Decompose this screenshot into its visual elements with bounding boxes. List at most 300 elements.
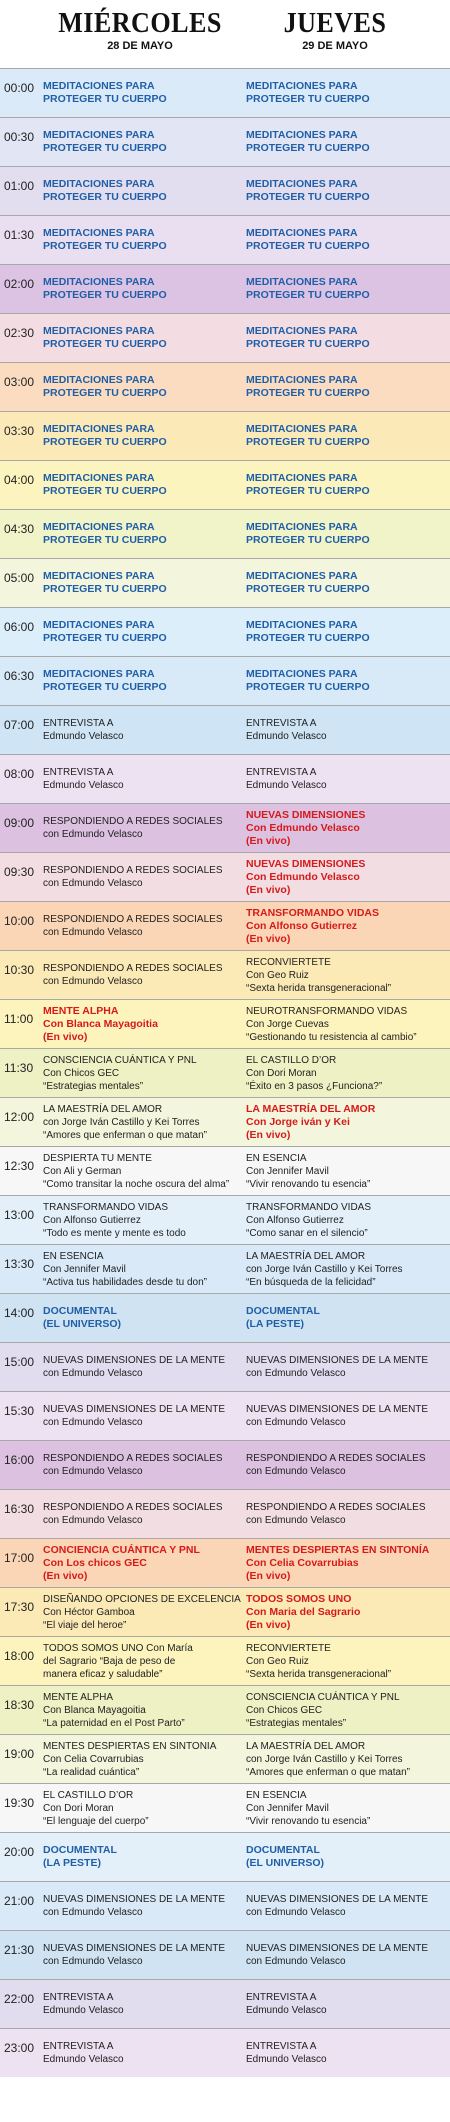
program-title: MEDITACIONES PARA (43, 521, 155, 533)
program-thursday (246, 1452, 448, 1478)
program-detail: (En vivo) (246, 835, 291, 847)
time-slot: 13:00 (4, 1208, 35, 1222)
program-detail: Con Celia Covarrubias (43, 1754, 144, 1765)
program-detail: PROTEGER TU CUERPO (43, 289, 167, 301)
program-wednesday (43, 766, 243, 792)
program-detail: Con Dori Moran (43, 1803, 114, 1814)
program-detail: Con Blanca Mayagoitia (43, 1018, 158, 1030)
time-slot: 03:30 (4, 424, 35, 438)
schedule-row (0, 607, 450, 656)
program-detail: Con Celia Covarrubias (246, 1557, 359, 1569)
program-wednesday (43, 1544, 243, 1583)
program-title: DOCUMENTAL (246, 1305, 320, 1317)
program-wednesday (43, 1054, 243, 1093)
program-detail: “Sexta herida transgeneracional” (246, 1669, 392, 1680)
program-title: MEDITACIONES PARA (43, 668, 155, 680)
program-title: EL CASTILLO D’OR (43, 1790, 134, 1801)
program-wednesday (43, 129, 243, 155)
schedule-row (0, 1146, 450, 1195)
program-thursday (246, 521, 448, 547)
schedule-row (0, 754, 450, 803)
program-detail: con Edmundo Velasco (43, 1515, 143, 1526)
program-thursday (246, 766, 448, 792)
time-slot: 11:00 (4, 1012, 34, 1026)
program-title: RESPONDIENDO A REDES SOCIALES (43, 865, 223, 876)
program-detail: Con Alfonso Gutierrez (246, 920, 358, 932)
program-wednesday (43, 1250, 243, 1289)
schedule-row (0, 166, 450, 215)
program-title: RESPONDIENDO A REDES SOCIALES (43, 1502, 223, 1513)
program-title: EN ESENCIA (43, 1251, 104, 1262)
program-title: MEDITACIONES PARA (246, 80, 358, 92)
program-title: LA MAESTRÍA DEL AMOR (246, 1741, 366, 1752)
program-title: MEDITACIONES PARA (43, 276, 155, 288)
schedule-row (0, 852, 450, 901)
program-detail: “El viaje del heroe” (43, 1620, 127, 1631)
program-title: CONSCIENCIA CUÁNTICA Y PNL (43, 1055, 197, 1066)
program-title: NUEVAS DIMENSIONES DE LA MENTE (246, 1404, 429, 1415)
program-detail: PROTEGER TU CUERPO (246, 142, 370, 154)
program-wednesday (43, 717, 243, 743)
program-detail: Con Ali y German (43, 1166, 122, 1177)
program-title: MEDITACIONES PARA (246, 521, 358, 533)
program-thursday (246, 227, 448, 253)
program-detail: PROTEGER TU CUERPO (246, 632, 370, 644)
program-title: EN ESENCIA (246, 1790, 307, 1801)
program-title: NUEVAS DIMENSIONES DE LA MENTE (43, 1894, 226, 1905)
program-detail: con Edmundo Velasco (246, 1907, 346, 1918)
time-slot: 15:00 (4, 1355, 35, 1369)
program-detail: con Edmundo Velasco (43, 829, 143, 840)
program-detail: con Edmundo Velasco (43, 927, 143, 938)
program-thursday (246, 1593, 448, 1632)
schedule-row (0, 803, 450, 852)
schedule-row (0, 68, 450, 117)
time-slot: 15:30 (4, 1404, 35, 1418)
program-detail: con Edmundo Velasco (246, 1466, 346, 1477)
program-title: LA MAESTRÍA DEL AMOR (246, 1103, 376, 1115)
program-wednesday (43, 619, 243, 645)
schedule-row (0, 950, 450, 999)
program-wednesday (43, 1942, 243, 1968)
schedule-row (0, 362, 450, 411)
program-detail: Con Chicos GEC (43, 1068, 120, 1079)
program-title: RESPONDIENDO A REDES SOCIALES (43, 914, 223, 925)
program-detail: PROTEGER TU CUERPO (246, 534, 370, 546)
program-wednesday (43, 1305, 243, 1331)
schedule-row (0, 1734, 450, 1783)
program-detail: con Edmundo Velasco (246, 1368, 346, 1379)
program-detail: con Edmundo Velasco (43, 976, 143, 987)
program-title: MEDITACIONES PARA (246, 570, 358, 582)
time-slot: 06:30 (4, 669, 35, 683)
schedule-row (0, 1391, 450, 1440)
program-thursday (246, 2040, 448, 2066)
program-detail: PROTEGER TU CUERPO (43, 387, 167, 399)
time-slot: 02:00 (4, 277, 35, 291)
program-detail: PROTEGER TU CUERPO (246, 93, 370, 105)
program-thursday (246, 668, 448, 694)
schedule-row (0, 1195, 450, 1244)
program-detail: PROTEGER TU CUERPO (43, 240, 167, 252)
time-slot: 17:00 (4, 1551, 35, 1565)
program-detail: PROTEGER TU CUERPO (43, 485, 167, 497)
program-title: DISEÑANDO OPCIONES DE EXCELENCIA (43, 1594, 241, 1605)
program-detail: PROTEGER TU CUERPO (43, 93, 167, 105)
schedule-row (0, 2028, 450, 2077)
program-detail: “Vivir renovando tu esencia” (246, 1179, 371, 1190)
program-detail: Con Blanca Mayagoitia (43, 1705, 146, 1716)
program-detail: del Sagrario “Baja de peso de (43, 1656, 176, 1667)
program-detail: Con Los chicos GEC (43, 1557, 147, 1569)
program-wednesday (43, 815, 243, 841)
program-detail: PROTEGER TU CUERPO (246, 681, 370, 693)
program-detail: (EL UNIVERSO) (246, 1857, 324, 1869)
program-detail: con Jorge Iván Castillo y Kei Torres (246, 1754, 403, 1765)
program-detail: PROTEGER TU CUERPO (43, 632, 167, 644)
schedule-row (0, 1979, 450, 2028)
program-wednesday (43, 178, 243, 204)
time-slot: 01:00 (4, 179, 35, 193)
program-title: NUEVAS DIMENSIONES DE LA MENTE (246, 1943, 429, 1954)
program-detail: “Activa tus habilidades desde tu don” (43, 1277, 207, 1288)
program-title: MEDITACIONES PARA (246, 668, 358, 680)
program-detail: PROTEGER TU CUERPO (246, 338, 370, 350)
program-detail: manera eficaz y saludable” (43, 1669, 163, 1680)
program-wednesday (43, 570, 243, 596)
program-detail: PROTEGER TU CUERPO (43, 583, 167, 595)
program-detail: Con Jennifer Mavil (246, 1803, 329, 1814)
program-title: MEDITACIONES PARA (43, 472, 155, 484)
time-slot: 08:00 (4, 767, 35, 781)
program-wednesday (43, 1691, 243, 1730)
program-wednesday (43, 1201, 243, 1240)
program-title: MEDITACIONES PARA (43, 423, 155, 435)
program-title: NUEVAS DIMENSIONES DE LA MENTE (43, 1943, 226, 1954)
time-slot: 22:00 (4, 1992, 35, 2006)
program-title: NEUROTRANSFORMANDO VIDAS (246, 1006, 408, 1017)
time-slot: 10:30 (4, 963, 35, 977)
program-thursday (246, 423, 448, 449)
schedule-row (0, 460, 450, 509)
program-thursday (246, 1354, 448, 1380)
program-wednesday (43, 227, 243, 253)
program-wednesday (43, 1789, 243, 1828)
program-thursday (246, 472, 448, 498)
program-detail: con Edmundo Velasco (43, 1956, 143, 1967)
program-title: MENTE ALPHA (43, 1692, 114, 1703)
program-title: MEDITACIONES PARA (43, 227, 155, 239)
program-thursday (246, 1642, 448, 1681)
program-wednesday (43, 1740, 243, 1779)
program-detail: Edmundo Velasco (43, 2005, 124, 2016)
time-slot: 00:00 (4, 81, 35, 95)
schedule-row (0, 1097, 450, 1146)
program-title: ENTREVISTA A (43, 1992, 114, 2003)
program-wednesday (43, 325, 243, 351)
schedule-row (0, 1685, 450, 1734)
program-title: MENTE ALPHA (43, 1005, 119, 1017)
program-title: TRANSFORMANDO VIDAS (246, 1202, 372, 1213)
program-title: MEDITACIONES PARA (246, 472, 358, 484)
program-detail: (En vivo) (43, 1031, 88, 1043)
program-title: MEDITACIONES PARA (43, 325, 155, 337)
program-thursday (246, 178, 448, 204)
schedule-row (0, 509, 450, 558)
time-slot: 13:30 (4, 1257, 35, 1271)
time-slot: 20:00 (4, 1845, 35, 1859)
program-thursday (246, 1942, 448, 1968)
schedule-row (0, 264, 450, 313)
program-title: RESPONDIENDO A REDES SOCIALES (246, 1453, 426, 1464)
program-wednesday (43, 1005, 243, 1044)
program-detail: PROTEGER TU CUERPO (246, 436, 370, 448)
program-detail: Con Edmundo Velasco (246, 871, 360, 883)
schedule-row (0, 1489, 450, 1538)
program-detail: Con Alfonso Gutierrez (246, 1215, 344, 1226)
program-detail: PROTEGER TU CUERPO (43, 191, 167, 203)
program-title: MENTES DESPIERTAS EN SINTONIA (43, 1741, 217, 1752)
program-detail: PROTEGER TU CUERPO (246, 485, 370, 497)
program-detail: Edmundo Velasco (246, 731, 327, 742)
program-wednesday (43, 962, 243, 988)
program-wednesday (43, 864, 243, 890)
program-thursday (246, 1103, 448, 1142)
schedule-row (0, 1048, 450, 1097)
program-title: MEDITACIONES PARA (43, 619, 155, 631)
time-slot: 11:30 (4, 1061, 34, 1075)
program-title: RECONVIERTETE (246, 1643, 331, 1654)
time-slot: 06:00 (4, 620, 35, 634)
program-title: MEDITACIONES PARA (246, 619, 358, 631)
day-name: MIÉRCOLES (58, 7, 222, 39)
program-detail: “Amores que enferman o que matan” (246, 1767, 410, 1778)
time-slot: 23:00 (4, 2041, 35, 2055)
program-detail: Con Jennifer Mavil (43, 1264, 126, 1275)
program-title: MEDITACIONES PARA (246, 423, 358, 435)
program-detail: (En vivo) (246, 884, 291, 896)
program-detail: con Edmundo Velasco (246, 1956, 346, 1967)
program-detail: “En búsqueda de la felicidad” (246, 1277, 376, 1288)
time-slot: 09:00 (4, 816, 35, 830)
program-thursday (246, 1152, 448, 1191)
program-wednesday (43, 472, 243, 498)
program-detail: PROTEGER TU CUERPO (246, 191, 370, 203)
time-slot: 18:30 (4, 1698, 35, 1712)
schedule-row (0, 1342, 450, 1391)
program-wednesday (43, 521, 243, 547)
time-slot: 21:30 (4, 1943, 35, 1957)
program-title: MENTES DESPIERTAS EN SINTONÍA (246, 1544, 430, 1556)
program-title: MEDITACIONES PARA (246, 325, 358, 337)
program-thursday (246, 1544, 448, 1583)
program-wednesday (43, 1501, 243, 1527)
program-detail: PROTEGER TU CUERPO (246, 387, 370, 399)
schedule-row (0, 1832, 450, 1881)
program-title: MEDITACIONES PARA (43, 178, 155, 190)
program-detail: “La paternidad en el Post Parto” (43, 1718, 185, 1729)
program-detail: (En vivo) (43, 1570, 88, 1582)
schedule-row (0, 1244, 450, 1293)
program-title: MEDITACIONES PARA (246, 129, 358, 141)
program-wednesday (43, 2040, 243, 2066)
program-detail: Con Jennifer Mavil (246, 1166, 329, 1177)
program-wednesday (43, 913, 243, 939)
program-thursday (246, 1201, 448, 1240)
program-detail: “Sexta herida transgeneracional” (246, 983, 392, 994)
program-wednesday (43, 1354, 243, 1380)
day-name: JUEVES (283, 7, 387, 39)
program-wednesday (43, 423, 243, 449)
program-thursday (246, 1789, 448, 1828)
program-title: RECONVIERTETE (246, 957, 331, 968)
time-slot: 19:00 (4, 1747, 35, 1761)
program-detail: (En vivo) (246, 1619, 291, 1631)
program-title: CONCIENCIA CUÁNTICA Y PNL (43, 1544, 200, 1556)
time-slot: 04:00 (4, 473, 35, 487)
program-title: NUEVAS DIMENSIONES DE LA MENTE (43, 1355, 226, 1366)
time-slot: 17:30 (4, 1600, 35, 1614)
schedule-row (0, 558, 450, 607)
program-detail: “Estrategias mentales” (246, 1718, 347, 1729)
program-wednesday (43, 1642, 243, 1681)
program-thursday (246, 276, 448, 302)
program-detail: (En vivo) (246, 933, 291, 945)
program-title: RESPONDIENDO A REDES SOCIALES (43, 963, 223, 974)
program-detail: PROTEGER TU CUERPO (43, 681, 167, 693)
program-detail: PROTEGER TU CUERPO (246, 289, 370, 301)
program-detail: Edmundo Velasco (246, 2054, 327, 2065)
program-title: NUEVAS DIMENSIONES DE LA MENTE (43, 1404, 226, 1415)
program-title: MEDITACIONES PARA (43, 570, 155, 582)
program-wednesday (43, 1991, 243, 2017)
schedule-row (0, 901, 450, 950)
program-thursday (246, 956, 448, 995)
schedule-row (0, 313, 450, 362)
program-thursday (246, 1501, 448, 1527)
schedule-row (0, 1636, 450, 1685)
program-title: DOCUMENTAL (43, 1844, 117, 1856)
program-detail: con Edmundo Velasco (43, 1907, 143, 1918)
program-thursday (246, 1893, 448, 1919)
program-detail: “Estrategias mentales” (43, 1081, 144, 1092)
program-thursday (246, 1844, 448, 1870)
schedule-row (0, 656, 450, 705)
program-detail: con Edmundo Velasco (246, 1515, 346, 1526)
program-detail: “Gestionando tu resistencia al cambio” (246, 1032, 417, 1043)
program-wednesday (43, 1452, 243, 1478)
program-detail: Edmundo Velasco (43, 731, 124, 742)
time-slot: 05:00 (4, 571, 35, 585)
program-title: MEDITACIONES PARA (246, 178, 358, 190)
program-thursday (246, 717, 448, 743)
schedule-row (0, 1930, 450, 1979)
day-column-header-wednesday (45, 8, 235, 53)
program-thursday (246, 80, 448, 106)
schedule-header (0, 0, 450, 68)
program-thursday (246, 129, 448, 155)
program-detail: (EL UNIVERSO) (43, 1318, 121, 1330)
time-slot: 16:00 (4, 1453, 35, 1467)
program-title: TODOS SOMOS UNO Con María (43, 1643, 193, 1654)
program-thursday (246, 858, 448, 897)
program-title: NUEVAS DIMENSIONES (246, 858, 366, 870)
schedule-row (0, 1440, 450, 1489)
schedule-row (0, 1538, 450, 1587)
program-detail: “Éxito en 3 pasos ¿Funciona?” (246, 1081, 383, 1092)
time-slot: 19:30 (4, 1796, 35, 1810)
program-thursday (246, 907, 448, 946)
program-detail: “El lenguaje del cuerpo” (43, 1816, 149, 1827)
program-detail: con Edmundo Velasco (43, 1466, 143, 1477)
schedule-row (0, 1587, 450, 1636)
program-title: ENTREVISTA A (43, 718, 114, 729)
day-column-header-thursday (240, 8, 430, 53)
program-detail: PROTEGER TU CUERPO (246, 240, 370, 252)
time-slot: 02:30 (4, 326, 35, 340)
program-thursday (246, 1005, 448, 1044)
program-title: MEDITACIONES PARA (246, 374, 358, 386)
program-wednesday (43, 668, 243, 694)
program-detail: (En vivo) (246, 1129, 291, 1141)
program-thursday (246, 1740, 448, 1779)
program-title: RESPONDIENDO A REDES SOCIALES (43, 1453, 223, 1464)
time-slot: 09:30 (4, 865, 35, 879)
program-title: NUEVAS DIMENSIONES DE LA MENTE (246, 1894, 429, 1905)
program-wednesday (43, 80, 243, 106)
program-wednesday (43, 374, 243, 400)
program-title: MEDITACIONES PARA (43, 129, 155, 141)
program-title: MEDITACIONES PARA (246, 227, 358, 239)
program-wednesday (43, 1152, 243, 1191)
schedule-row (0, 999, 450, 1048)
program-detail: (LA PESTE) (43, 1857, 101, 1869)
program-detail: Con Chicos GEC (246, 1705, 323, 1716)
schedule-row (0, 1881, 450, 1930)
time-slot: 03:00 (4, 375, 35, 389)
program-thursday (246, 1403, 448, 1429)
program-title: MEDITACIONES PARA (43, 80, 155, 92)
program-wednesday (43, 1403, 243, 1429)
program-title: DESPIERTA TU MENTE (43, 1153, 152, 1164)
program-thursday (246, 619, 448, 645)
program-thursday (246, 1691, 448, 1730)
time-slot: 21:00 (4, 1894, 35, 1908)
program-detail: con Edmundo Velasco (43, 878, 143, 889)
program-title: LA MAESTRÍA DEL AMOR (246, 1251, 366, 1262)
program-title: ENTREVISTA A (43, 767, 114, 778)
time-slot: 12:30 (4, 1159, 35, 1173)
schedule-row (0, 411, 450, 460)
program-detail: (LA PESTE) (246, 1318, 304, 1330)
program-detail: Con Héctor Gamboa (43, 1607, 135, 1618)
program-title: ENTREVISTA A (43, 2041, 114, 2052)
program-detail: Con Edmundo Velasco (246, 822, 360, 834)
program-thursday (246, 374, 448, 400)
program-thursday (246, 1991, 448, 2017)
program-wednesday (43, 1103, 243, 1142)
program-detail: “Todo es mente y mente es todo (43, 1228, 186, 1239)
program-detail: Edmundo Velasco (43, 2054, 124, 2065)
program-title: ENTREVISTA A (246, 718, 317, 729)
schedule-grid (0, 68, 450, 2077)
program-detail: (En vivo) (246, 1570, 291, 1582)
program-title: NUEVAS DIMENSIONES DE LA MENTE (246, 1355, 429, 1366)
day-date: 29 DE MAYO (302, 40, 368, 52)
time-slot: 10:00 (4, 914, 35, 928)
schedule-row (0, 215, 450, 264)
program-detail: Con Alfonso Gutierrez (43, 1215, 141, 1226)
